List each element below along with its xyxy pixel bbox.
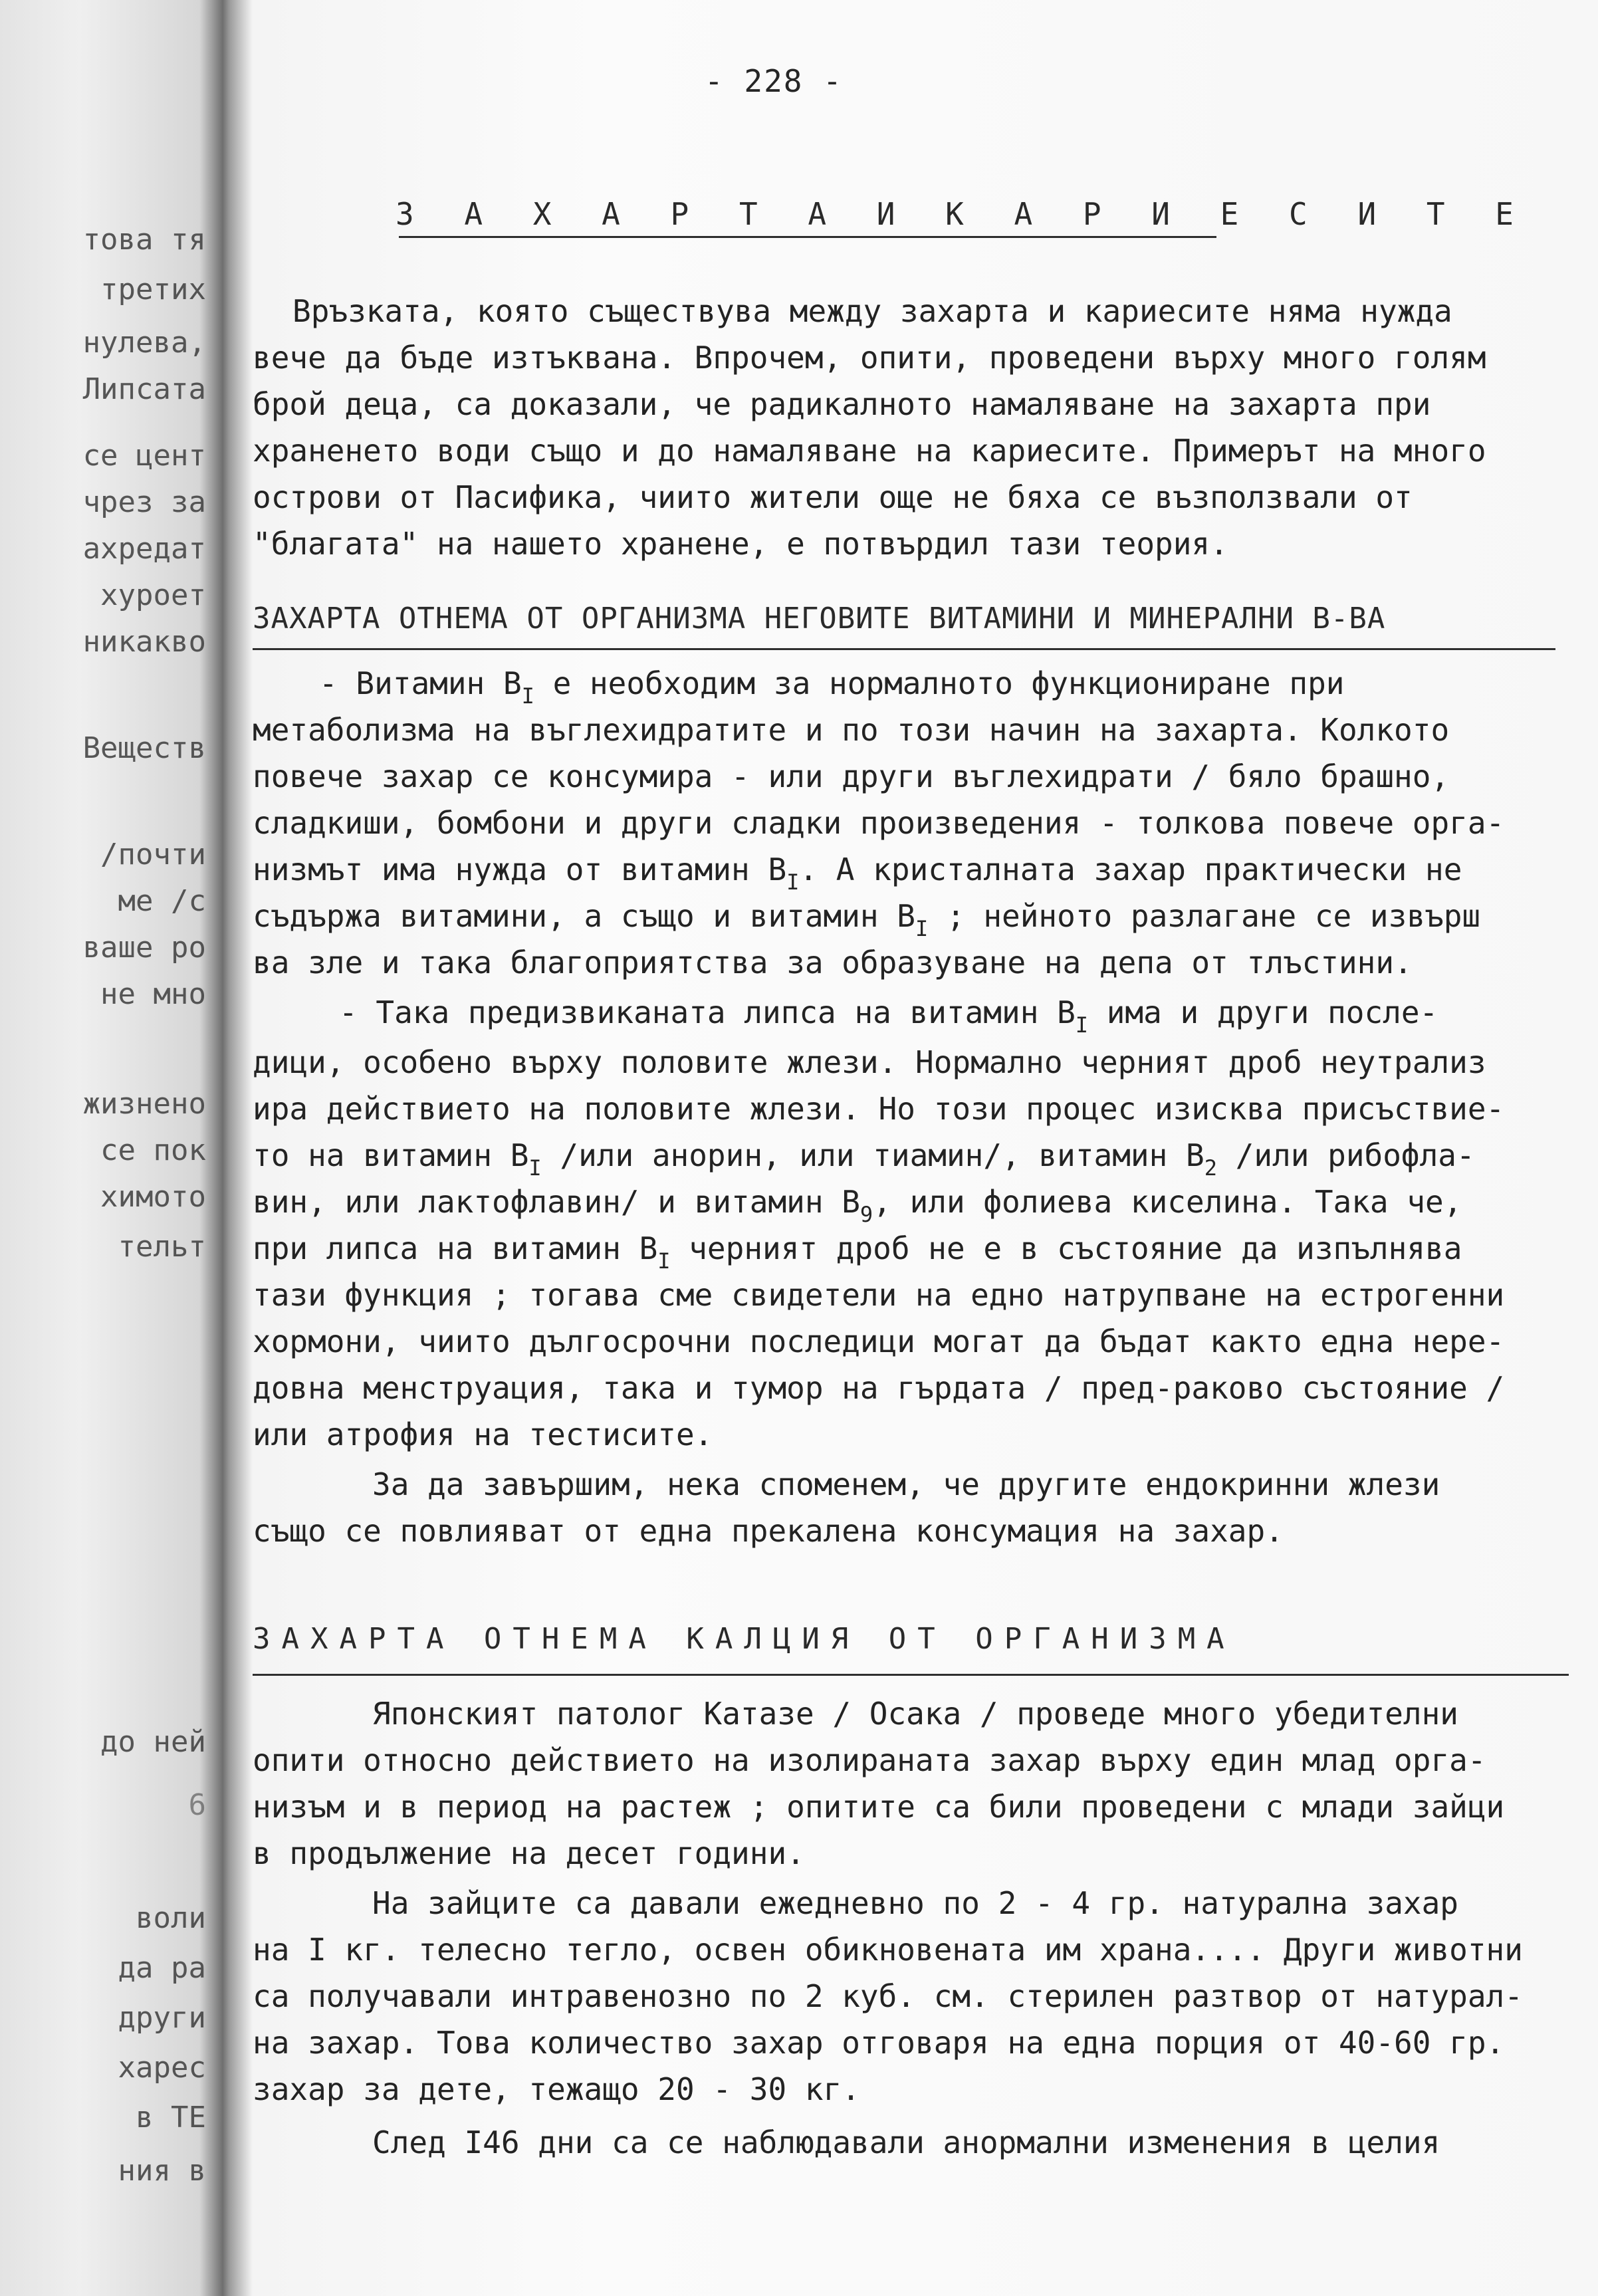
margin-fragment: в ТЕ [136,2101,206,2134]
text-run: /или анорин, или тиамин/, витамин В [541,1137,1204,1173]
text-run: също се повлияват от една прекалена консумация на захар. [253,1513,1284,1549]
text-line [253,712,1450,748]
text-run: то на витамин В [253,1137,529,1173]
margin-fragment: чрез за [82,485,206,519]
text-line [253,898,1481,941]
text-line [339,994,1438,1038]
subscript: I [521,683,534,709]
text-run: захар за дете, тежащо 20 - 30 кг. [253,2071,860,2107]
text-line [253,1419,713,1450]
margin-fragment: химото [100,1180,206,1214]
text-run: сладкиши, бомбони и други сладки произведения - толкова повече орга- [253,805,1505,841]
section-rule [253,1674,1569,1676]
text-run: След I46 дни са се наблюдавали анормални изменения в целия [372,2124,1440,2160]
section-heading-calcium: ЗАХАРТА ОТНЕМА КАЛЦИЯ ОТ ОРГАНИЗМА [253,1622,1236,1656]
margin-fragment: ния в [118,2154,206,2188]
text-line [253,1513,1284,1549]
adjacent-page-strip [0,0,219,2296]
text-line [372,1696,1458,1732]
text-run: - Витамин В [319,665,522,701]
text-run: на захар. Това количество захар отговаря на една порция от 40-60 гр. [253,2025,1505,2061]
margin-fragment: се пок [100,1133,206,1167]
text-run: ; нейното разлагане се извърш [928,898,1481,934]
text-run: хормони, чиито дългосрочни последици могат да бъдат както една нере- [253,1323,1505,1359]
text-line [253,1277,1505,1313]
text-line [253,1789,1505,1825]
text-line [253,854,1462,893]
text-run: съдържа витамини, а също и витамин В [253,898,915,934]
text-line [253,1184,1462,1227]
margin-fragment: никакво [82,625,206,659]
text-line: брой деца, са доказали, че радикалното намаляване на захарта при [253,386,1431,422]
section-rule [253,648,1555,650]
text-line [253,1230,1462,1274]
text-line [253,2025,1505,2061]
section-heading-vitamins: ЗАХАРТА ОТНЕМА ОТ ОРГАНИЗМА НЕГОВИТЕ ВИТАМИНИ И МИНЕРАЛНИ В-ВА [253,602,1386,635]
text-run: повече захар се консумира - или други въглехидрати / бяло брашно, [253,758,1450,794]
text-run: ира действието на половите жлези. Но този процес изисква присъствие- [253,1091,1505,1127]
text-run: черният дроб не е в състояние да изпълнява [670,1230,1462,1266]
text-run: или атрофия на тестисите. [253,1417,713,1452]
text-line [319,665,1345,709]
subscript: 2 [1204,1155,1217,1181]
text-run: , или фолиева киселина. Така че, [873,1184,1462,1220]
text-run: при липса на витамин В [253,1230,658,1266]
text-line [372,1885,1458,1921]
margin-fragment: харес [118,2051,206,2085]
margin-fragment: се цент [82,439,206,473]
subscript: I [1075,1012,1089,1038]
margin-fragment: /почти [100,838,206,871]
text-line [253,1137,1475,1181]
text-run: . А кристалната захар практически не [799,852,1462,887]
text-line [253,1044,1486,1080]
margin-fragment: ахредат [82,532,206,566]
text-line: "благата" на нашето хранене, е потвърдил тази теория. [253,526,1228,562]
text-run: низмът има нужда от витамин В [253,852,787,887]
margin-fragment: да ра [118,1951,206,1985]
text-run: има и други после- [1088,994,1438,1030]
margin-fragment: хуроет [100,578,206,612]
text-run: Японският патолог Катазе / Осака / проведе много убедителни [372,1696,1458,1732]
margin-fragment: други [118,2001,206,2035]
text-run: На зайците са давали ежедневно по 2 - 4 гр. натурална захар [372,1885,1458,1921]
subscript: I [528,1155,542,1181]
text-run: дици, особено върху половите жлези. Нормално черният дроб неутрализ [253,1044,1486,1080]
text-line [253,1835,805,1871]
text-line [253,2071,860,2107]
margin-fragment: Веществ [82,731,206,765]
margin-fragment: 6 [188,1788,206,1822]
text-run: в продължение на десет години. [253,1835,805,1871]
page-number: - 228 - [705,63,843,99]
text-line [253,947,1413,978]
text-line: храненето води също и до намаляване на кариесите. Примерът на много [253,433,1486,469]
text-line: острови от Пасифика, чиито жители още не бяха се възползвали от [253,479,1413,515]
title-underline [399,236,1216,238]
margin-fragment: до ней [100,1725,206,1759]
page-title: З А Х А Р Т А И К А Р И Е С И Т Е [396,196,1530,232]
text-run: низъм и в период на растеж ; опитите са били проведени с млади зайци [253,1789,1505,1825]
margin-fragment: тельт [118,1230,206,1264]
text-run: на I кг. телесно тегло, освен обикновената им храна.... Други животни [253,1932,1523,1968]
subscript: I [657,1248,671,1274]
margin-fragment: не мно [100,977,206,1011]
text-line [372,2124,1440,2160]
margin-fragment: ме /с [118,884,206,918]
text-run: /или рибофла- [1216,1137,1475,1173]
text-run: За да завършим, нека споменем, че другите ендокринни жлези [372,1466,1440,1502]
text-run: метаболизма на въглехидратите и по този начин на захарта. Колкото [253,712,1450,748]
text-run: ва зле и така благоприятства за образуване на депа от тлъстини. [253,945,1413,980]
text-line [372,1466,1440,1502]
text-run: опити относно действието на изолираната захар върху един млад орга- [253,1742,1486,1778]
text-run: са получавали интравенозно по 2 куб. см. стерилен разтвор от натурал- [253,1978,1523,2014]
margin-fragment: воли [136,1901,206,1935]
margin-fragment: третих [100,273,206,306]
text-line [253,1091,1505,1127]
margin-fragment: жизнено [82,1087,206,1121]
text-line [253,1742,1486,1778]
text-line [253,1932,1523,1968]
text-run: - Така предизвиканата липса на витамин В [339,994,1076,1030]
margin-fragment: нулева, [82,326,206,360]
text-line [253,805,1505,841]
margin-fragment: това тя [82,223,206,257]
text-line [253,1370,1505,1406]
text-run: довна менструация, така и тумор на гърдата / пред-раково състояние / [253,1370,1505,1406]
subscript: I [786,869,800,895]
subscript: I [915,916,929,941]
text-line [253,1323,1505,1359]
text-line [253,1978,1523,2014]
text-run: вин, или лактофлавин/ и витамин В [253,1184,860,1220]
text-line: Връзката, която съществува между захарта и кариесите няма нужда [292,293,1452,329]
text-run: е необходим за нормалното функциониране при [534,665,1345,701]
text-run: тази функция ; тогава сме свидетели на едно натрупване на естрогенни [253,1277,1505,1313]
margin-fragment: ваше ро [82,931,206,965]
text-line [253,758,1450,794]
text-line: вече да бъде изтъквана. Впрочем, опити, проведени върху много голям [253,340,1486,376]
margin-fragment: Липсата [82,372,206,406]
subscript: 9 [859,1202,873,1227]
